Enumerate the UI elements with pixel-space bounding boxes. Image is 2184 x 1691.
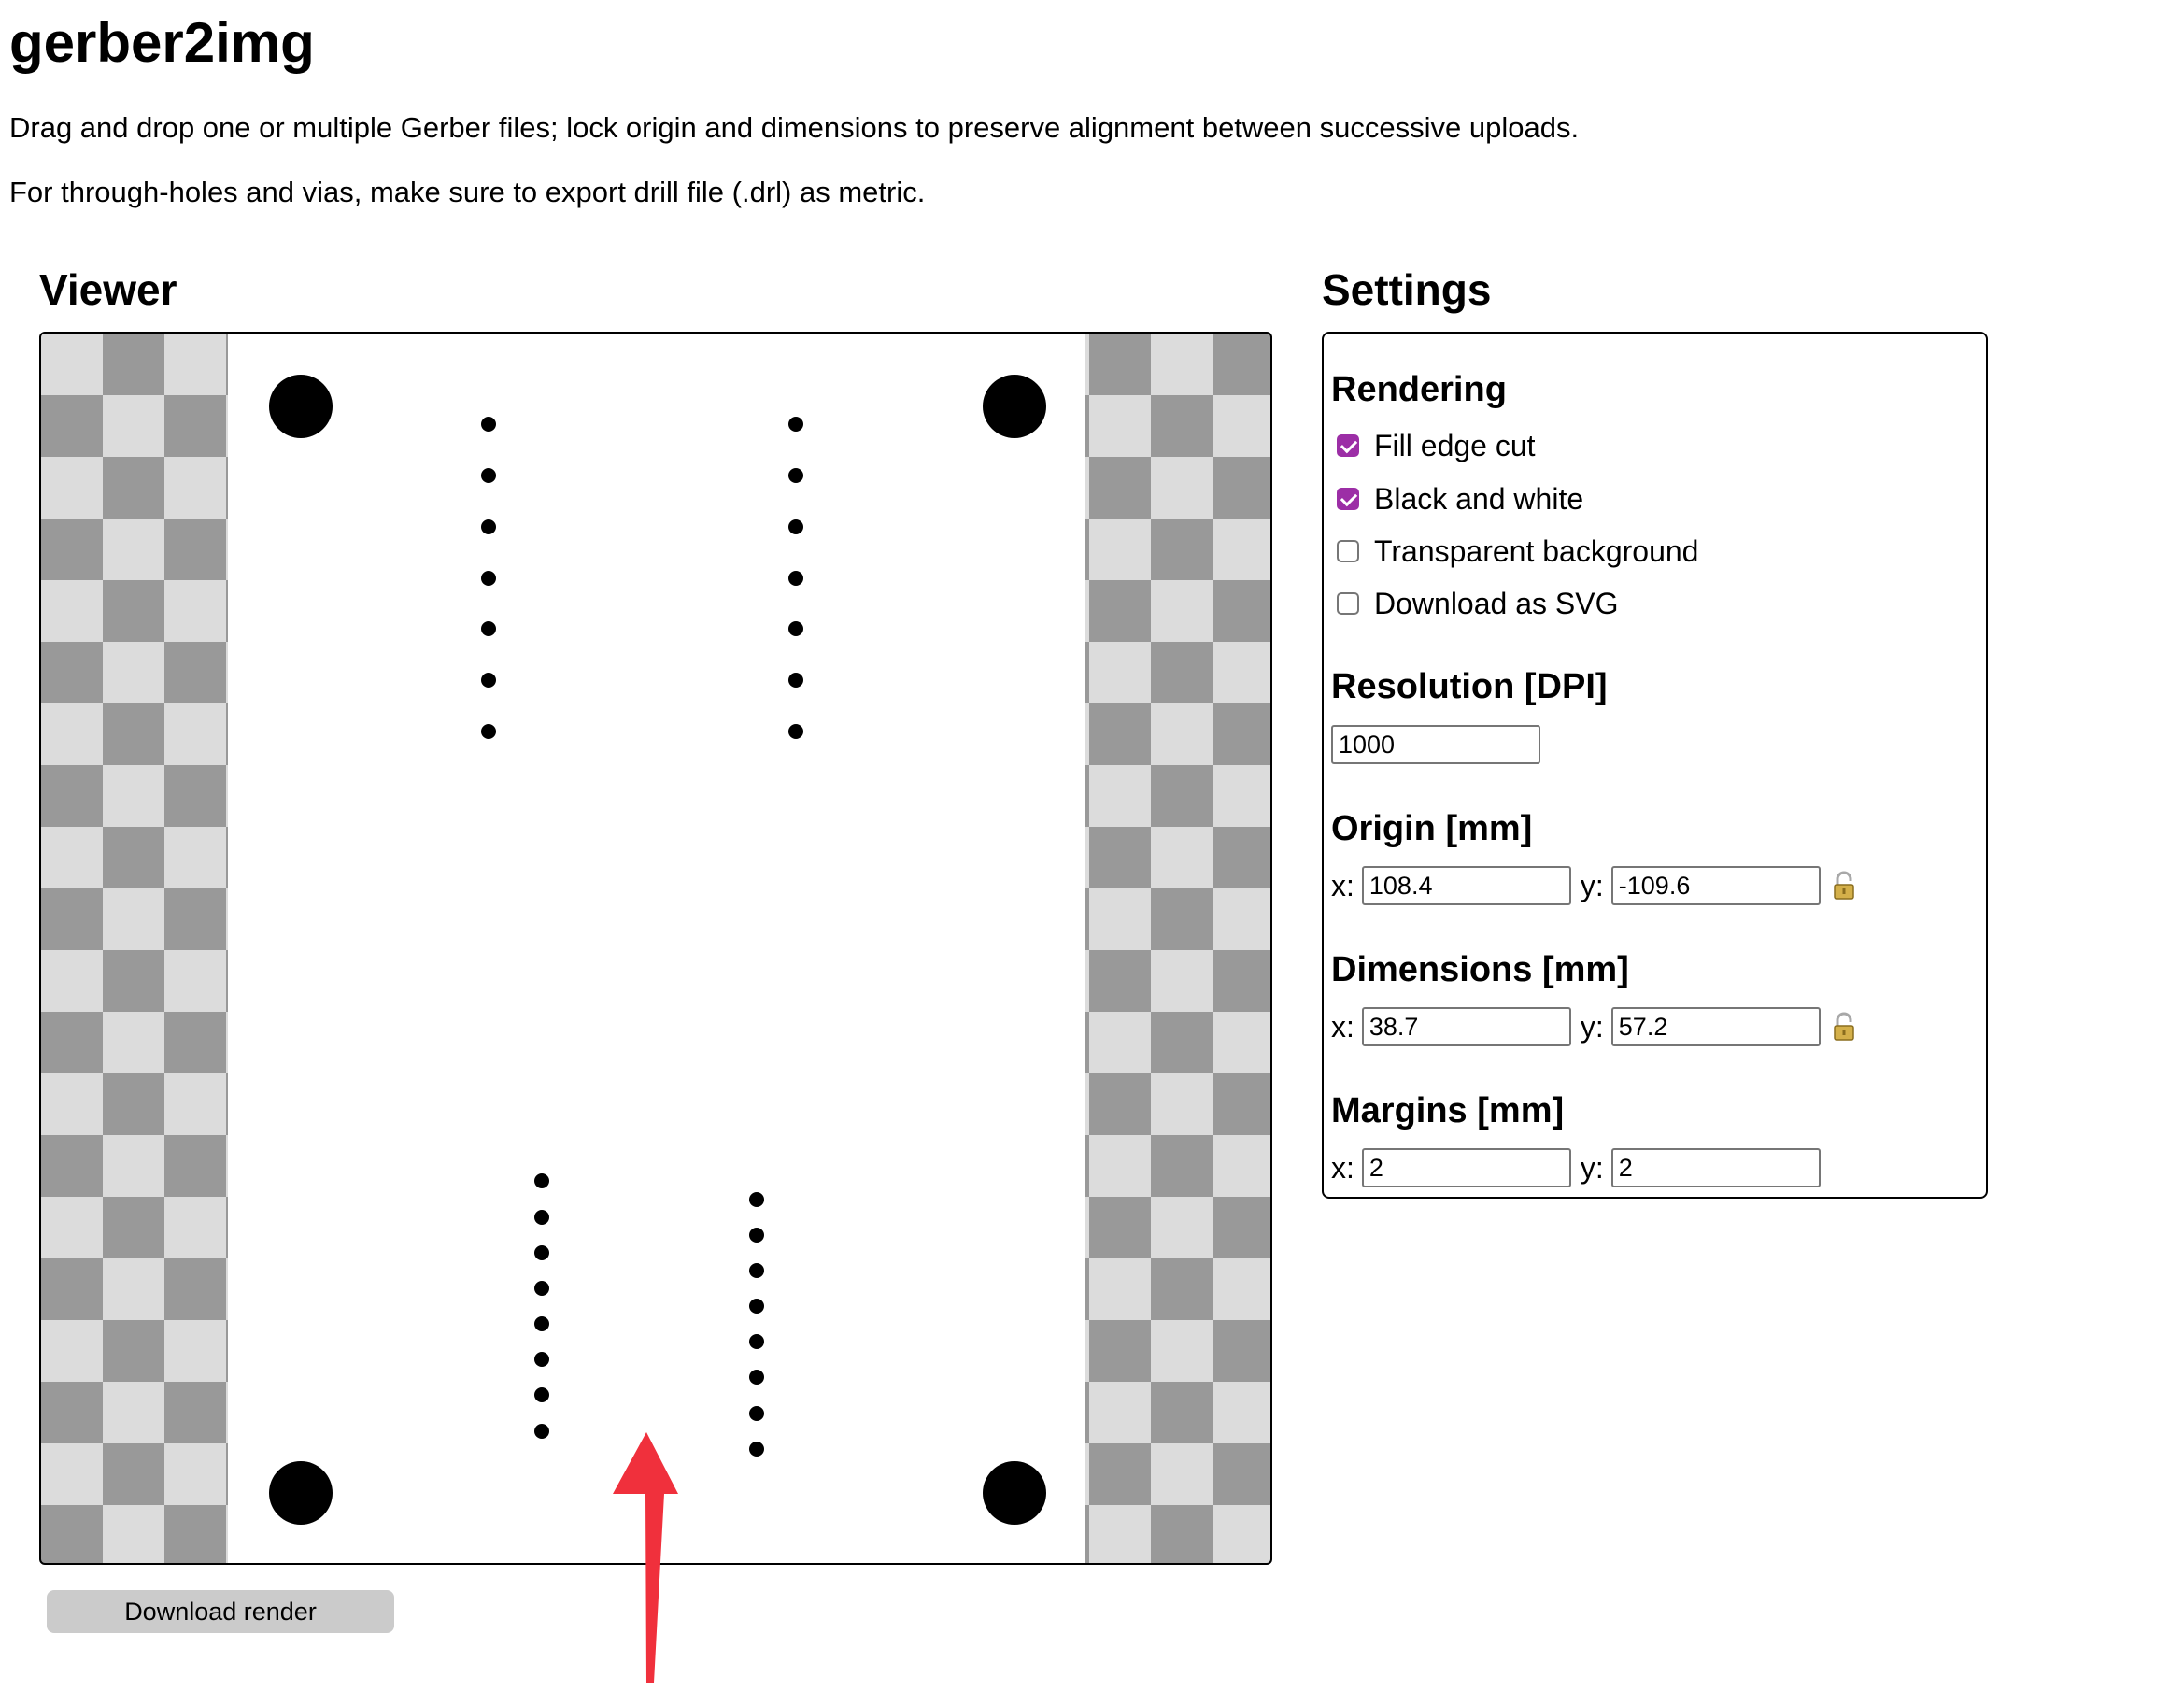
- origin-heading: Origin [mm]: [1331, 809, 1533, 848]
- fill-edge-cut-label: Fill edge cut: [1374, 428, 1536, 462]
- origin-lock-icon[interactable]: [1832, 871, 1856, 901]
- transparent-background-option[interactable]: [1337, 533, 1698, 570]
- margins-heading: Margins [mm]: [1331, 1091, 1565, 1130]
- resolution-heading: Resolution [DPI]: [1331, 667, 1608, 706]
- dimensions-x-input[interactable]: [1362, 1007, 1571, 1046]
- settings-heading: Settings: [1322, 265, 1492, 314]
- dimensions-lock-icon[interactable]: [1832, 1012, 1856, 1042]
- pcb-render-image: [228, 334, 1085, 1563]
- margins-x-label: x:: [1331, 1150, 1354, 1185]
- intro-text-drag-drop: Drag and drop one or multiple Gerber files; lock origin and dimensions to preserve alignment between successive uploads.: [9, 111, 1580, 144]
- rendering-heading: Rendering: [1331, 370, 1507, 409]
- intro-text-drill-file: For through-holes and vias, make sure to export drill file (.drl) as metric.: [9, 176, 926, 208]
- transparent-background-label: Transparent background: [1374, 533, 1699, 568]
- viewer-heading: Viewer: [39, 265, 177, 314]
- mounting-hole-top-left: [269, 375, 333, 438]
- margins-x-input[interactable]: [1362, 1148, 1571, 1187]
- download-render-button[interactable]: Download render: [47, 1590, 394, 1633]
- mounting-hole-bottom-left: [269, 1461, 333, 1525]
- origin-y-label: y:: [1580, 868, 1604, 902]
- page-title: gerber2img: [9, 11, 315, 74]
- fill-edge-cut-option[interactable]: [1337, 427, 1536, 464]
- black-and-white-checkbox[interactable]: [1337, 488, 1359, 510]
- margins-row: [1331, 1147, 1821, 1188]
- resolution-input[interactable]: [1331, 725, 1540, 764]
- origin-x-input[interactable]: [1362, 866, 1571, 905]
- margins-y-input[interactable]: [1611, 1148, 1821, 1187]
- settings-panel: [1322, 332, 1988, 1199]
- download-as-svg-checkbox[interactable]: [1337, 592, 1359, 615]
- dimensions-y-label: y:: [1580, 1009, 1604, 1044]
- fill-edge-cut-checkbox[interactable]: [1337, 434, 1359, 457]
- viewer-canvas[interactable]: [39, 332, 1272, 1565]
- black-and-white-label: Black and white: [1374, 481, 1584, 516]
- margins-y-label: y:: [1580, 1150, 1604, 1185]
- mounting-hole-bottom-right: [983, 1461, 1046, 1525]
- annotation-arrow: [598, 1420, 691, 1691]
- dimensions-heading: Dimensions [mm]: [1331, 950, 1629, 989]
- dimensions-x-label: x:: [1331, 1009, 1354, 1044]
- origin-row: [1331, 865, 1856, 906]
- download-as-svg-option[interactable]: [1337, 585, 1618, 622]
- dimensions-row: [1331, 1006, 1856, 1047]
- origin-x-label: x:: [1331, 868, 1354, 902]
- black-and-white-option[interactable]: [1337, 480, 1583, 518]
- transparent-background-checkbox[interactable]: [1337, 540, 1359, 562]
- dimensions-y-input[interactable]: [1611, 1007, 1821, 1046]
- resolution-row: [1331, 724, 1540, 765]
- download-as-svg-label: Download as SVG: [1374, 586, 1619, 620]
- origin-y-input[interactable]: [1611, 866, 1821, 905]
- mounting-hole-top-right: [983, 375, 1046, 438]
